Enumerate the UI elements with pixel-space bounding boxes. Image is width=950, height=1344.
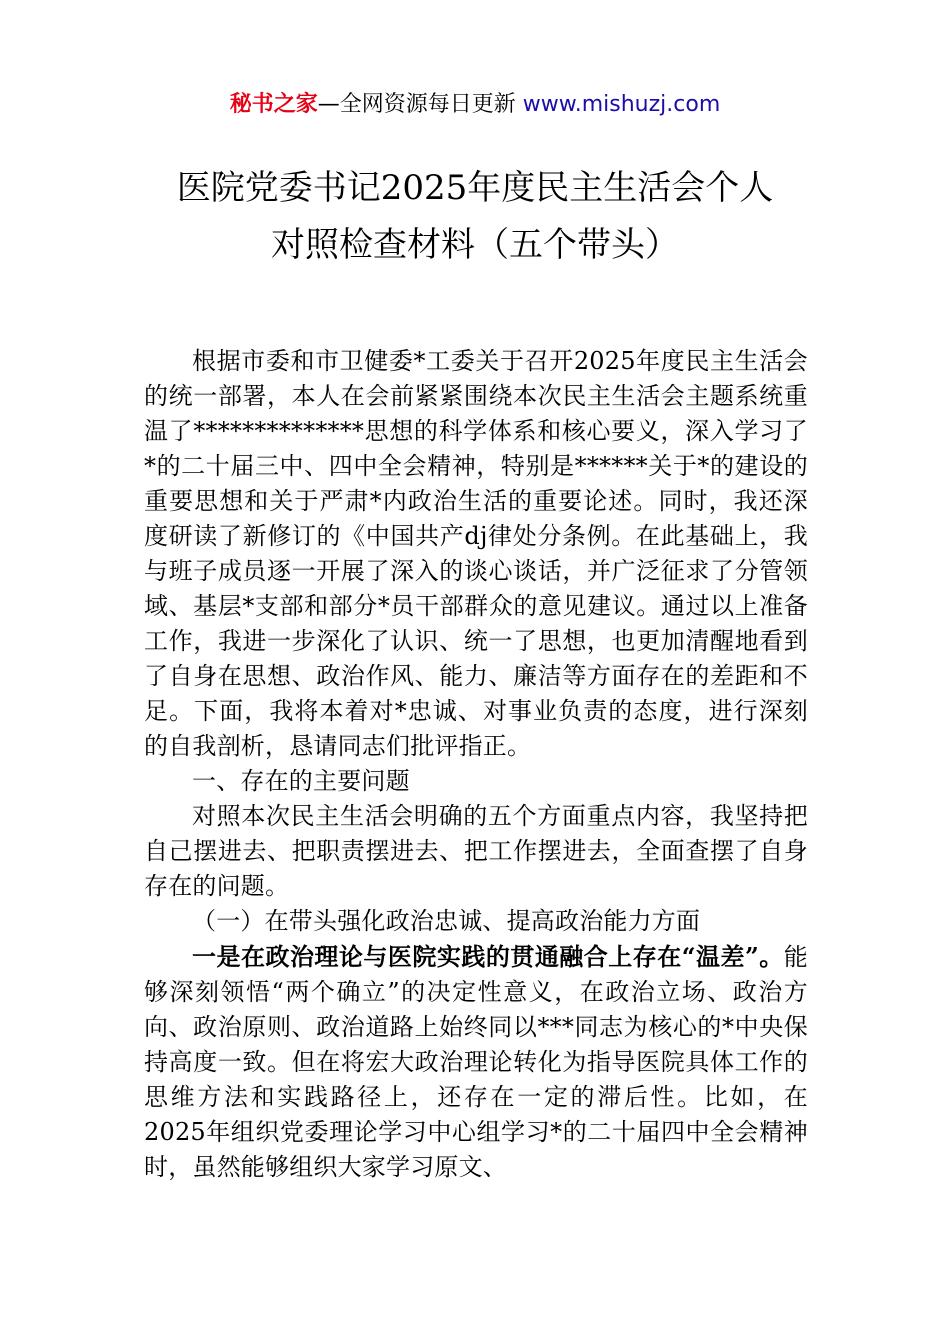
subsection-heading-1: （一）在带头强化政治忠诚、提高政治能力方面 [192,907,701,935]
point-1-heading: 一是在政治理论与医院实践的贯通融合上存在“温差”。 [192,942,784,971]
site-brand: 秘书之家 [229,92,318,117]
site-url-link[interactable]: www.mishuzj.com [522,92,721,117]
intro-paragraph: 根据市委和市卫健委*工委关于召开2025年度民主生活会的统一部署，本人在会前紧紧围绕本次民主生活会主题系统重温了**************思想的科学体系和核心要义，深入学习了*的二十届三中、四中全会精神，特别是******关于*的建设的重要思想和关于严肃*内政治生活的重要论述。同时，我还深度研读了新修订的《中国共产dj律处分条例。在此基础上，我与班子成员逐一开展了深入的谈心谈话，并广泛征求了分管领域、基层*支部和部分*员干部群众的意见建议。通过以上准备工作，我进一步深化了认识、统一了思想，也更加清醒地看到了自身在思想、政治作风、能力、廉洁等方面存在的差距和不足。下面，我将本着对*忠诚、对事业负责的态度，进行深刻的自我剖析，恳请同志们批评指正。 [144,347,808,760]
point-1-text: 能够深刻领悟“两个确立”的决定性意义，在政治立场、政治方向、政治原则、政治道路上始终同以***同志为核心的*中央保持高度一致。但在将宏大政治理论转化为指导医院具体工作的思维方法和实践路径上，还存在一定的滞后性。比如，在2025年组织党委理论学习中心组学习*的二十届四中全会精神时，虽然能够组织大家学习原文、 [144,943,808,1181]
document-body [144,344,808,1185]
point-1-paragraph [144,939,808,1185]
document-title-line-2: 对照检查材料（五个带头） [271,225,679,265]
document-title-line-1: 医院党委书记2025年度民主生活会个人 [176,168,774,208]
site-header [0,88,950,122]
section-heading-1: 一、存在的主要问题 [192,767,410,795]
document-title [100,160,850,274]
section-1-paragraph: 对照本次民主生活会明确的五个方面重点内容，我坚持把自己摆进去、把职责摆进去、把工作摆进去，全面查摆了自身存在的问题。 [144,802,808,900]
site-tagline: —全网资源每日更新 [317,92,523,117]
